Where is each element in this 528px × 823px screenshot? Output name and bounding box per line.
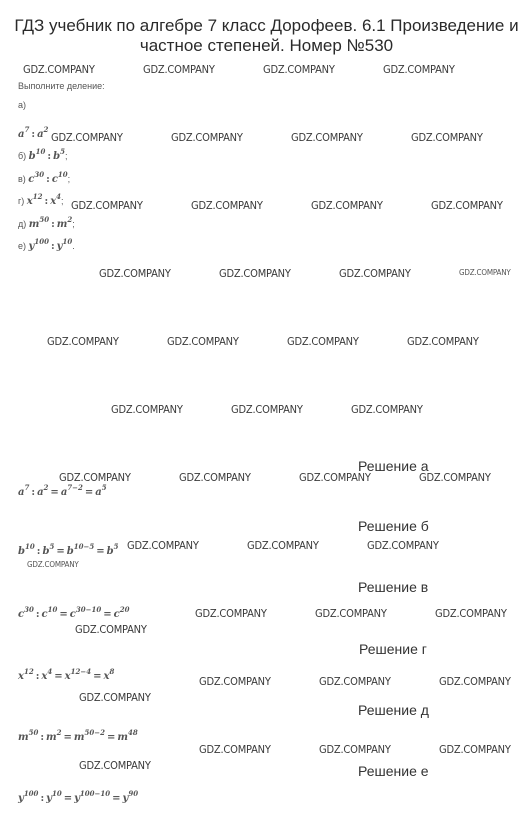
watermark: GDZ.COMPANY — [191, 199, 263, 212]
watermark: GDZ.COMPANY — [27, 560, 79, 569]
solution-expr-f: $y^{100}$ : $y^{10} = y^{100-10} = y^{90}$ — [18, 789, 139, 804]
solution-expr-a: $a^7$ : $a^2 = a^{7-2} = a^5$ — [18, 483, 107, 498]
watermark: GDZ.COMPANY — [431, 199, 503, 212]
solution-heading-d: Решение г — [359, 641, 427, 657]
task-item-b: б) $b^{10}$ : $b^5$; — [18, 147, 68, 162]
watermark: GDZ.COMPANY — [319, 743, 391, 756]
task-expr-d: $x^{12}$ : $x^4$ — [26, 192, 62, 207]
watermark: GDZ.COMPANY — [99, 267, 171, 280]
watermark: GDZ.COMPANY — [59, 471, 131, 484]
watermark: GDZ.COMPANY — [367, 539, 439, 552]
watermark: GDZ.COMPANY — [439, 743, 511, 756]
solution-expr-e: $m^{50}$ : $m^2 = m^{50-2} = m^{48}$ — [18, 728, 138, 743]
watermark: GDZ.COMPANY — [299, 471, 371, 484]
watermark: GDZ.COMPANY — [291, 131, 363, 144]
watermark: GDZ.COMPANY — [51, 131, 123, 144]
watermark: GDZ.COMPANY — [167, 335, 239, 348]
task-label-a: а) — [18, 100, 27, 110]
watermark: GDZ.COMPANY — [287, 335, 359, 348]
watermark: GDZ.COMPANY — [439, 675, 511, 688]
watermark: GDZ.COMPANY — [71, 199, 143, 212]
task-expr-f: $y^{100}$ : $y^{10}$ — [28, 237, 73, 252]
solution-heading-e: Решение д — [358, 702, 429, 718]
solution-heading-a: Решение а — [358, 458, 429, 474]
watermark: GDZ.COMPANY — [435, 607, 507, 620]
task-instruction: Выполните деление: — [18, 81, 105, 91]
watermark: GDZ.COMPANY — [263, 63, 335, 76]
watermark: GDZ.COMPANY — [407, 335, 479, 348]
task-expr-c: $c^{30}$ : $c^{10}$ — [28, 170, 68, 185]
task-item-f: е) $y^{100}$ : $y^{10}$. — [18, 237, 75, 252]
watermark: GDZ.COMPANY — [111, 403, 183, 416]
watermark: GDZ.COMPANY — [199, 675, 271, 688]
watermark: GDZ.COMPANY — [459, 268, 511, 277]
solution-expr-d: $x^{12}$ : $x^4 = x^{12-4} = x^8$ — [18, 667, 115, 682]
watermark: GDZ.COMPANY — [351, 403, 423, 416]
task-expr-a: $a^7$ : $a^2$ — [18, 125, 49, 140]
watermark: GDZ.COMPANY — [311, 199, 383, 212]
watermark: GDZ.COMPANY — [319, 675, 391, 688]
watermark: GDZ.COMPANY — [143, 63, 215, 76]
watermark: GDZ.COMPANY — [419, 471, 491, 484]
task-item-d: г) $x^{12}$ : $x^4$; — [18, 192, 64, 207]
watermark: GDZ.COMPANY — [127, 539, 199, 552]
watermark: GDZ.COMPANY — [199, 743, 271, 756]
watermark: GDZ.COMPANY — [179, 471, 251, 484]
solution-expr-c: $c^{30}$ : $c^{10} = c^{30-10} = c^{20}$ — [18, 605, 130, 620]
task-expr-e: $m^{50}$ : $m^2$ — [28, 215, 73, 230]
watermark: GDZ.COMPANY — [195, 607, 267, 620]
watermark: GDZ.COMPANY — [171, 131, 243, 144]
watermark: GDZ.COMPANY — [315, 607, 387, 620]
watermark: GDZ.COMPANY — [231, 403, 303, 416]
watermark: GDZ.COMPANY — [219, 267, 291, 280]
task-expr-b: $b^{10}$ : $b^5$ — [28, 147, 65, 162]
solution-heading-f: Решение е — [358, 763, 429, 779]
watermark: GDZ.COMPANY — [247, 539, 319, 552]
solution-expr-b: $b^{10}$ : $b^5 = b^{10-5} = b^5$ — [18, 542, 119, 557]
solution-heading-b: Решение б — [358, 518, 429, 534]
watermark: GDZ.COMPANY — [75, 623, 147, 636]
watermark: GDZ.COMPANY — [411, 131, 483, 144]
watermark: GDZ.COMPANY — [79, 759, 151, 772]
watermark: GDZ.COMPANY — [47, 335, 119, 348]
watermark: GDZ.COMPANY — [23, 63, 95, 76]
solution-heading-c: Решение в — [358, 579, 429, 595]
watermark: GDZ.COMPANY — [383, 63, 455, 76]
watermark: GDZ.COMPANY — [339, 267, 411, 280]
task-item-e: д) $m^{50}$ : $m^2$; — [18, 215, 75, 230]
task-item-a — [18, 125, 49, 140]
watermark: GDZ.COMPANY — [79, 691, 151, 704]
task-item-c: в) $c^{30}$ : $c^{10}$; — [18, 170, 71, 185]
page-title: ГДЗ учебник по алгебре 7 класс Дорофеев. 6.1 Произведение и частное степеней. Номер №530 — [14, 16, 519, 55]
